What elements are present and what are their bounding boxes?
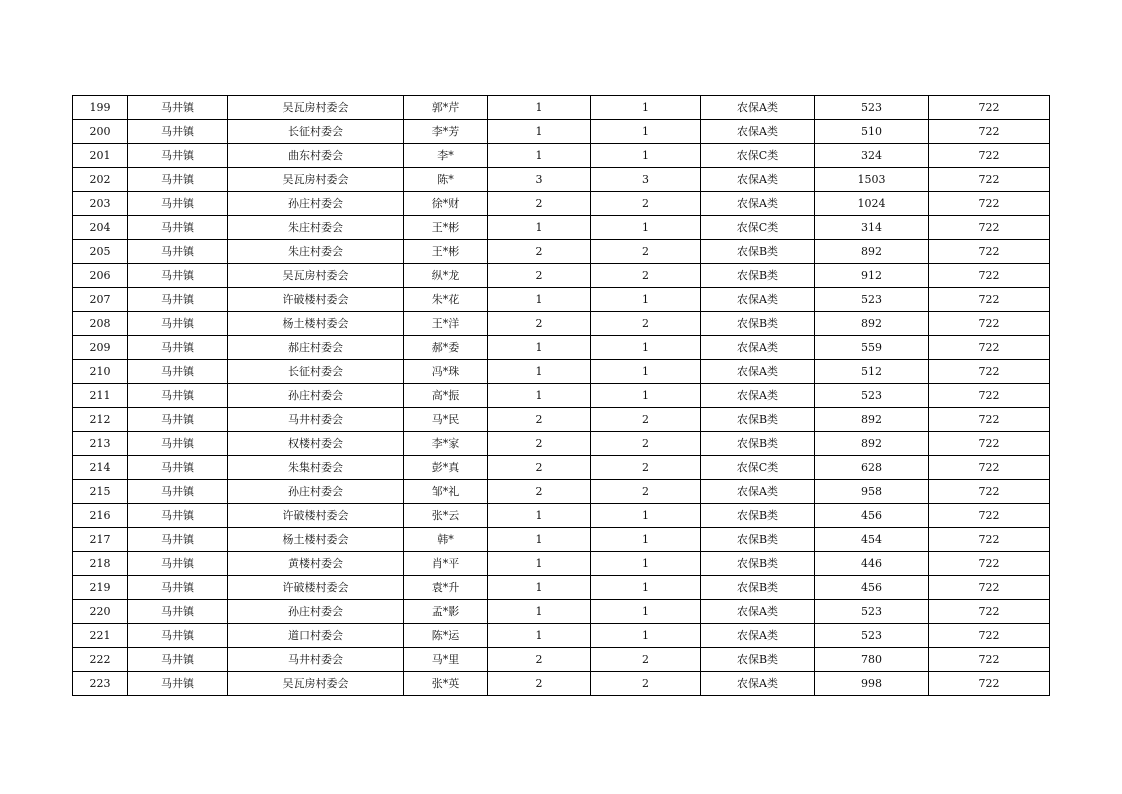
standard-cell: 722: [929, 504, 1050, 528]
name-cell: 郭*芹: [404, 96, 488, 120]
amount-cell: 892: [815, 240, 929, 264]
amount-cell: 998: [815, 672, 929, 696]
town-cell: 马井镇: [128, 384, 228, 408]
name-cell: 王*彬: [404, 240, 488, 264]
town-cell: 马井镇: [128, 96, 228, 120]
town-cell: 马井镇: [128, 264, 228, 288]
household-count-cell: 1: [488, 504, 591, 528]
insurance-category-cell: 农保B类: [701, 576, 815, 600]
row-number-cell: 207: [73, 288, 128, 312]
household-count-cell: 1: [488, 120, 591, 144]
household-count-cell: 1: [488, 96, 591, 120]
person-count-cell: 2: [591, 312, 701, 336]
standard-cell: 722: [929, 672, 1050, 696]
household-count-cell: 1: [488, 552, 591, 576]
town-cell: 马井镇: [128, 144, 228, 168]
insurance-category-cell: 农保A类: [701, 672, 815, 696]
name-cell: 王*洋: [404, 312, 488, 336]
household-count-cell: 1: [488, 288, 591, 312]
town-cell: 马井镇: [128, 216, 228, 240]
household-count-cell: 2: [488, 264, 591, 288]
name-cell: 韩*: [404, 528, 488, 552]
person-count-cell: 1: [591, 528, 701, 552]
name-cell: 张*云: [404, 504, 488, 528]
insurance-category-cell: 农保B类: [701, 264, 815, 288]
village-committee-cell: 杨土楼村委会: [228, 528, 404, 552]
row-number-cell: 212: [73, 408, 128, 432]
person-count-cell: 2: [591, 408, 701, 432]
insurance-category-cell: 农保B类: [701, 408, 815, 432]
table-row: [73, 288, 1050, 312]
person-count-cell: 2: [591, 456, 701, 480]
row-number-cell: 217: [73, 528, 128, 552]
household-count-cell: 1: [488, 216, 591, 240]
standard-cell: 722: [929, 120, 1050, 144]
row-number-cell: 199: [73, 96, 128, 120]
standard-cell: 722: [929, 576, 1050, 600]
name-cell: 张*英: [404, 672, 488, 696]
village-committee-cell: 孙庄村委会: [228, 384, 404, 408]
person-count-cell: 1: [591, 576, 701, 600]
insurance-category-cell: 农保A类: [701, 96, 815, 120]
standard-cell: 722: [929, 336, 1050, 360]
insurance-category-cell: 农保A类: [701, 192, 815, 216]
village-committee-cell: 吴瓦房村委会: [228, 96, 404, 120]
insurance-category-cell: 农保A类: [701, 288, 815, 312]
table-body: [73, 96, 1050, 696]
insurance-category-cell: 农保A类: [701, 120, 815, 144]
village-committee-cell: 马井村委会: [228, 408, 404, 432]
village-committee-cell: 郝庄村委会: [228, 336, 404, 360]
name-cell: 袁*升: [404, 576, 488, 600]
amount-cell: 892: [815, 408, 929, 432]
standard-cell: 722: [929, 456, 1050, 480]
person-count-cell: 2: [591, 240, 701, 264]
town-cell: 马井镇: [128, 168, 228, 192]
insurance-category-cell: 农保A类: [701, 360, 815, 384]
table-row: [73, 120, 1050, 144]
standard-cell: 722: [929, 600, 1050, 624]
town-cell: 马井镇: [128, 432, 228, 456]
row-number-cell: 219: [73, 576, 128, 600]
household-count-cell: 1: [488, 360, 591, 384]
name-cell: 王*彬: [404, 216, 488, 240]
town-cell: 马井镇: [128, 624, 228, 648]
table-row: [73, 456, 1050, 480]
person-count-cell: 2: [591, 480, 701, 504]
village-committee-cell: 杨土楼村委会: [228, 312, 404, 336]
amount-cell: 510: [815, 120, 929, 144]
row-number-cell: 216: [73, 504, 128, 528]
table-row: [73, 624, 1050, 648]
person-count-cell: 1: [591, 360, 701, 384]
name-cell: 马*里: [404, 648, 488, 672]
row-number-cell: 221: [73, 624, 128, 648]
name-cell: 冯*珠: [404, 360, 488, 384]
row-number-cell: 202: [73, 168, 128, 192]
amount-cell: 512: [815, 360, 929, 384]
amount-cell: 523: [815, 624, 929, 648]
row-number-cell: 223: [73, 672, 128, 696]
standard-cell: 722: [929, 288, 1050, 312]
name-cell: 纵*龙: [404, 264, 488, 288]
household-count-cell: 2: [488, 672, 591, 696]
town-cell: 马井镇: [128, 408, 228, 432]
row-number-cell: 203: [73, 192, 128, 216]
table-row: [73, 432, 1050, 456]
household-count-cell: 2: [488, 192, 591, 216]
amount-cell: 523: [815, 600, 929, 624]
insurance-category-cell: 农保A类: [701, 336, 815, 360]
table-row: [73, 504, 1050, 528]
amount-cell: 1024: [815, 192, 929, 216]
village-committee-cell: 朱集村委会: [228, 456, 404, 480]
amount-cell: 559: [815, 336, 929, 360]
amount-cell: 314: [815, 216, 929, 240]
household-count-cell: 2: [488, 456, 591, 480]
person-count-cell: 2: [591, 648, 701, 672]
standard-cell: 722: [929, 552, 1050, 576]
household-count-cell: 1: [488, 336, 591, 360]
standard-cell: 722: [929, 624, 1050, 648]
town-cell: 马井镇: [128, 528, 228, 552]
village-committee-cell: 马井村委会: [228, 648, 404, 672]
town-cell: 马井镇: [128, 360, 228, 384]
name-cell: 邹*礼: [404, 480, 488, 504]
household-count-cell: 1: [488, 144, 591, 168]
name-cell: 陈*运: [404, 624, 488, 648]
amount-cell: 446: [815, 552, 929, 576]
person-count-cell: 1: [591, 216, 701, 240]
insurance-category-cell: 农保C类: [701, 456, 815, 480]
person-count-cell: 2: [591, 672, 701, 696]
row-number-cell: 200: [73, 120, 128, 144]
name-cell: 郝*委: [404, 336, 488, 360]
town-cell: 马井镇: [128, 288, 228, 312]
table-row: [73, 168, 1050, 192]
table-row: [73, 408, 1050, 432]
household-count-cell: 3: [488, 168, 591, 192]
town-cell: 马井镇: [128, 240, 228, 264]
name-cell: 李*家: [404, 432, 488, 456]
table-row: [73, 648, 1050, 672]
amount-cell: 523: [815, 288, 929, 312]
household-count-cell: 2: [488, 240, 591, 264]
insurance-category-cell: 农保A类: [701, 168, 815, 192]
village-committee-cell: 朱庄村委会: [228, 240, 404, 264]
village-committee-cell: 道口村委会: [228, 624, 404, 648]
name-cell: 孟*影: [404, 600, 488, 624]
amount-cell: 454: [815, 528, 929, 552]
town-cell: 马井镇: [128, 312, 228, 336]
amount-cell: 324: [815, 144, 929, 168]
standard-cell: 722: [929, 648, 1050, 672]
village-committee-cell: 黄楼村委会: [228, 552, 404, 576]
amount-cell: 912: [815, 264, 929, 288]
standard-cell: 722: [929, 168, 1050, 192]
insurance-category-cell: 农保B类: [701, 312, 815, 336]
row-number-cell: 204: [73, 216, 128, 240]
table-row: [73, 672, 1050, 696]
insurance-category-cell: 农保A类: [701, 624, 815, 648]
standard-cell: 722: [929, 96, 1050, 120]
village-committee-cell: 许破楼村委会: [228, 288, 404, 312]
town-cell: 马井镇: [128, 456, 228, 480]
town-cell: 马井镇: [128, 576, 228, 600]
person-count-cell: 1: [591, 624, 701, 648]
village-committee-cell: 权楼村委会: [228, 432, 404, 456]
village-committee-cell: 曲东村委会: [228, 144, 404, 168]
data-sheet: [72, 95, 1049, 696]
table-row: [73, 312, 1050, 336]
village-committee-cell: 孙庄村委会: [228, 480, 404, 504]
table-row: [73, 360, 1050, 384]
row-number-cell: 222: [73, 648, 128, 672]
village-committee-cell: 长征村委会: [228, 360, 404, 384]
person-count-cell: 2: [591, 264, 701, 288]
standard-cell: 722: [929, 240, 1050, 264]
row-number-cell: 218: [73, 552, 128, 576]
standard-cell: 722: [929, 480, 1050, 504]
amount-cell: 958: [815, 480, 929, 504]
person-count-cell: 1: [591, 600, 701, 624]
insurance-category-cell: 农保B类: [701, 648, 815, 672]
table-row: [73, 192, 1050, 216]
person-count-cell: 1: [591, 384, 701, 408]
insurance-category-cell: 农保B类: [701, 552, 815, 576]
town-cell: 马井镇: [128, 480, 228, 504]
amount-cell: 628: [815, 456, 929, 480]
amount-cell: 523: [815, 96, 929, 120]
household-count-cell: 2: [488, 480, 591, 504]
town-cell: 马井镇: [128, 504, 228, 528]
village-committee-cell: 吴瓦房村委会: [228, 264, 404, 288]
household-count-cell: 2: [488, 408, 591, 432]
insurance-category-cell: 农保B类: [701, 504, 815, 528]
standard-cell: 722: [929, 312, 1050, 336]
person-count-cell: 1: [591, 504, 701, 528]
table-row: [73, 336, 1050, 360]
amount-cell: 892: [815, 432, 929, 456]
insurance-category-cell: 农保B类: [701, 528, 815, 552]
insurance-category-cell: 农保A类: [701, 480, 815, 504]
insurance-category-cell: 农保C类: [701, 216, 815, 240]
household-count-cell: 2: [488, 648, 591, 672]
row-number-cell: 220: [73, 600, 128, 624]
insurance-category-cell: 农保B类: [701, 432, 815, 456]
person-count-cell: 1: [591, 336, 701, 360]
row-number-cell: 215: [73, 480, 128, 504]
table-row: [73, 528, 1050, 552]
person-count-cell: 1: [591, 288, 701, 312]
name-cell: 徐*财: [404, 192, 488, 216]
town-cell: 马井镇: [128, 120, 228, 144]
household-count-cell: 1: [488, 528, 591, 552]
standard-cell: 722: [929, 144, 1050, 168]
table-row: [73, 552, 1050, 576]
household-count-cell: 1: [488, 576, 591, 600]
name-cell: 彭*真: [404, 456, 488, 480]
name-cell: 高*振: [404, 384, 488, 408]
person-count-cell: 2: [591, 432, 701, 456]
table-row: [73, 216, 1050, 240]
name-cell: 李*: [404, 144, 488, 168]
person-count-cell: 3: [591, 168, 701, 192]
row-number-cell: 210: [73, 360, 128, 384]
name-cell: 马*民: [404, 408, 488, 432]
village-committee-cell: 孙庄村委会: [228, 600, 404, 624]
amount-cell: 780: [815, 648, 929, 672]
amount-cell: 1503: [815, 168, 929, 192]
person-count-cell: 1: [591, 552, 701, 576]
town-cell: 马井镇: [128, 192, 228, 216]
row-number-cell: 208: [73, 312, 128, 336]
amount-cell: 523: [815, 384, 929, 408]
person-count-cell: 2: [591, 192, 701, 216]
village-committee-cell: 吴瓦房村委会: [228, 672, 404, 696]
row-number-cell: 214: [73, 456, 128, 480]
standard-cell: 722: [929, 528, 1050, 552]
name-cell: 肖*平: [404, 552, 488, 576]
household-count-cell: 1: [488, 624, 591, 648]
amount-cell: 456: [815, 576, 929, 600]
table-row: [73, 240, 1050, 264]
insurance-category-cell: 农保A类: [701, 600, 815, 624]
person-count-cell: 1: [591, 96, 701, 120]
town-cell: 马井镇: [128, 552, 228, 576]
amount-cell: 892: [815, 312, 929, 336]
name-cell: 李*芳: [404, 120, 488, 144]
household-count-cell: 2: [488, 312, 591, 336]
row-number-cell: 213: [73, 432, 128, 456]
town-cell: 马井镇: [128, 648, 228, 672]
name-cell: 陈*: [404, 168, 488, 192]
village-committee-cell: 吴瓦房村委会: [228, 168, 404, 192]
name-cell: 朱*花: [404, 288, 488, 312]
amount-cell: 456: [815, 504, 929, 528]
town-cell: 马井镇: [128, 672, 228, 696]
village-committee-cell: 许破楼村委会: [228, 576, 404, 600]
insurance-category-cell: 农保B类: [701, 240, 815, 264]
table-row: [73, 96, 1050, 120]
standard-cell: 722: [929, 432, 1050, 456]
village-committee-cell: 孙庄村委会: [228, 192, 404, 216]
row-number-cell: 201: [73, 144, 128, 168]
insurance-category-cell: 农保A类: [701, 384, 815, 408]
row-number-cell: 211: [73, 384, 128, 408]
assistance-table: [72, 95, 1050, 696]
table-row: [73, 600, 1050, 624]
town-cell: 马井镇: [128, 336, 228, 360]
table-row: [73, 264, 1050, 288]
household-count-cell: 2: [488, 432, 591, 456]
household-count-cell: 1: [488, 600, 591, 624]
village-committee-cell: 朱庄村委会: [228, 216, 404, 240]
row-number-cell: 205: [73, 240, 128, 264]
table-row: [73, 384, 1050, 408]
standard-cell: 722: [929, 408, 1050, 432]
standard-cell: 722: [929, 384, 1050, 408]
person-count-cell: 1: [591, 120, 701, 144]
table-row: [73, 144, 1050, 168]
standard-cell: 722: [929, 216, 1050, 240]
person-count-cell: 1: [591, 144, 701, 168]
table-row: [73, 576, 1050, 600]
insurance-category-cell: 农保C类: [701, 144, 815, 168]
town-cell: 马井镇: [128, 600, 228, 624]
table-row: [73, 480, 1050, 504]
village-committee-cell: 长征村委会: [228, 120, 404, 144]
row-number-cell: 209: [73, 336, 128, 360]
standard-cell: 722: [929, 264, 1050, 288]
village-committee-cell: 许破楼村委会: [228, 504, 404, 528]
standard-cell: 722: [929, 360, 1050, 384]
row-number-cell: 206: [73, 264, 128, 288]
household-count-cell: 1: [488, 384, 591, 408]
standard-cell: 722: [929, 192, 1050, 216]
